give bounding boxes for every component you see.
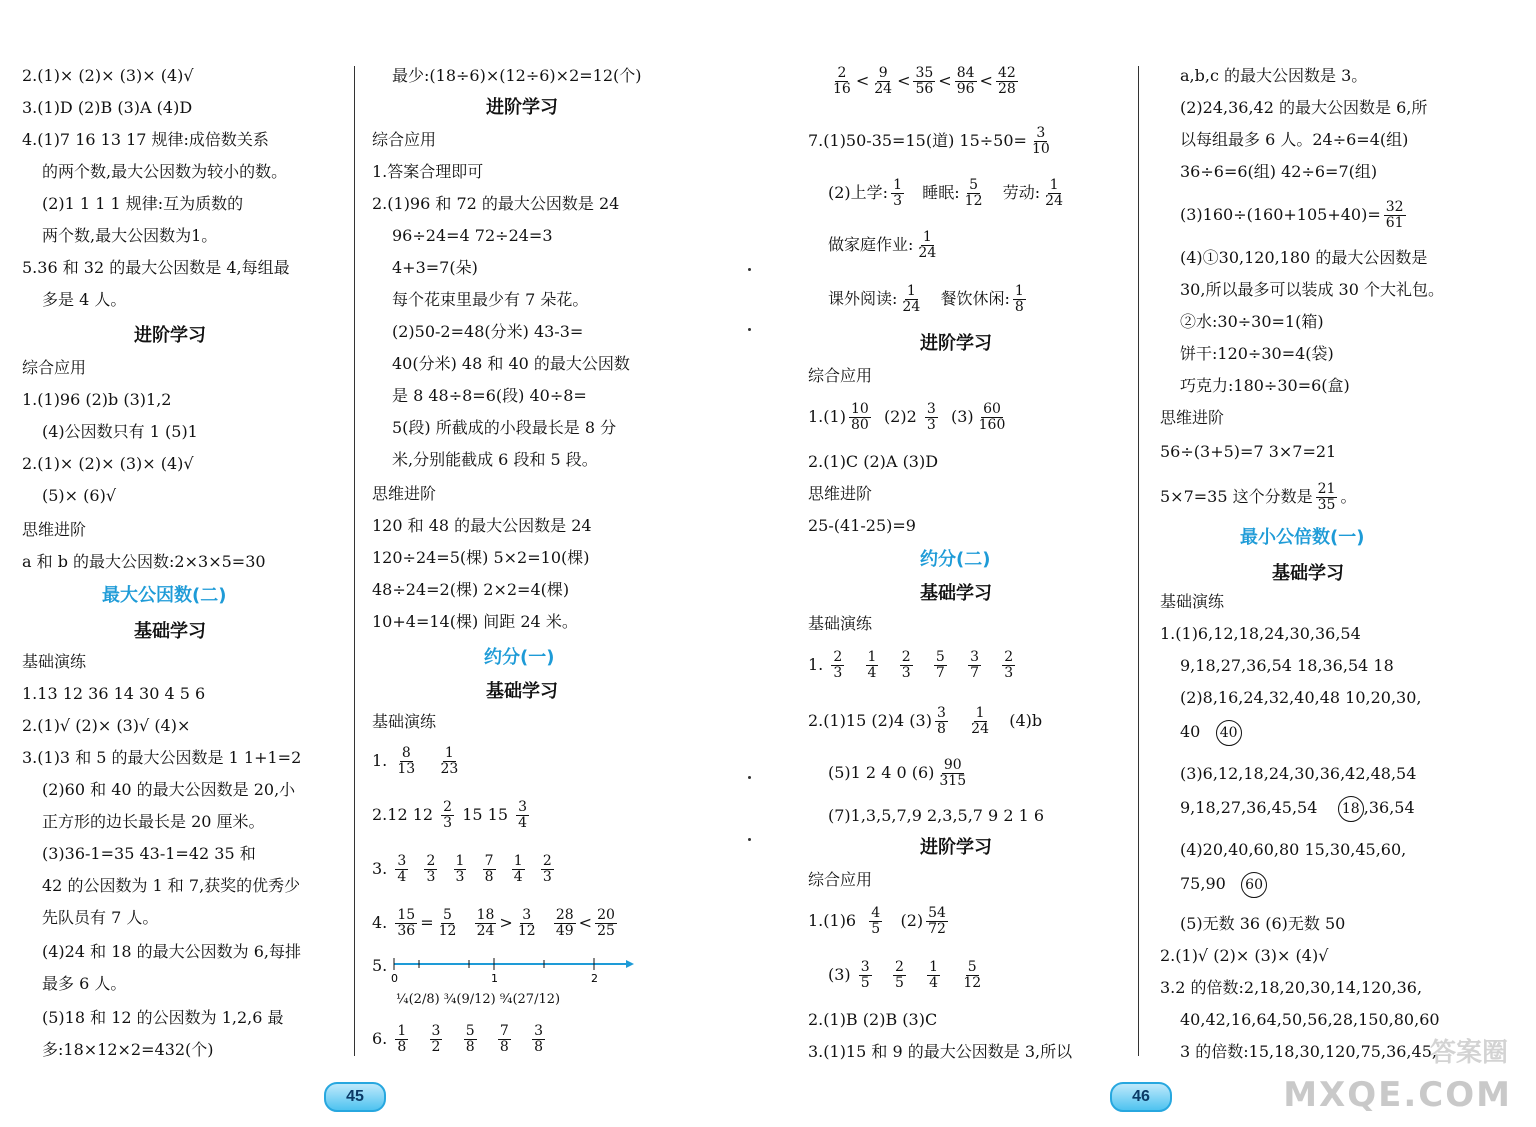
- svg-text:0: 0: [391, 972, 398, 985]
- section-heading: 基础学习: [486, 681, 558, 702]
- answer-line: 42 的公因数为 1 和 7,获奖的优秀少: [42, 876, 301, 895]
- answer-line: 40(分米) 48 和 40 的最大公因数: [392, 354, 630, 373]
- answer-line: 1.(1)6 $\frac{4}{5}$ (2) $\frac{54}{72}$: [808, 905, 946, 937]
- answer-line: 每个花束里最少有 7 朵花。: [392, 290, 589, 309]
- answer-line: a 和 b 的最大公因数:2×3×5=30: [22, 552, 266, 571]
- answer-line: 75,90 60: [1180, 872, 1267, 898]
- question-1: 1. $\frac{8}{13}$ $\frac{1}{23}$: [372, 745, 459, 777]
- fraction: $\frac{1}{23}$: [440, 745, 459, 777]
- answer-line: 以每组最多 6 人。24÷6=4(组): [1180, 130, 1409, 149]
- answer-line: (5)18 和 12 的公因数为 1,2,6 最: [42, 1008, 284, 1027]
- answer-line: (5)1 2 4 0 (6) $\frac{90}{315}$: [828, 757, 967, 789]
- answer-line: (2)50-2=48(分米) 43-3=: [392, 322, 584, 341]
- answer-line: 2.(1)√ (2)× (3)√ (4)×: [22, 716, 191, 735]
- answer-line: (3) $\frac{3}{5}$ $\frac{2}{5}$ $\frac{1}{4}$ $\frac{5}{12}$: [828, 959, 982, 991]
- topic-title: 最大公因数(二): [102, 585, 227, 606]
- answer-line: (3)160÷(160+105+40)= $\frac{32}{61}$: [1180, 199, 1404, 231]
- answer-line: 最少:(18÷6)×(12÷6)×2=12(个): [392, 66, 642, 85]
- column-divider: [354, 66, 355, 1056]
- answer-line: 两个数,最大公因数为1。: [42, 226, 218, 245]
- answer-line: 2.(1)15 (2)4 (3) $\frac{3}{8}$ $\frac{1}{24}$ (4)b: [808, 705, 1043, 737]
- answer-line: 饼干:120÷30=4(袋): [1180, 344, 1334, 363]
- answer-line: 36÷6=6(组) 42÷6=7(组): [1180, 162, 1378, 181]
- subheading: 综合应用: [372, 130, 437, 149]
- answer-line: 最多 6 人。: [42, 974, 127, 993]
- topic-title: 约分(一): [484, 647, 555, 668]
- answer-line: (2)1 1 1 1 规律:互为质数的: [42, 194, 244, 213]
- answer-line: 是 8 48÷8=6(段) 40÷8=: [392, 386, 587, 405]
- question-6: 6. $\frac{1}{8}$ $\frac{3}{2}$ $\frac{5}{8}$ $\frac{7}{8}$ $\frac{3}{8}$: [372, 1023, 544, 1055]
- svg-text:2: 2: [591, 972, 598, 985]
- answer-line: 30,所以最多可以装成 30 个大礼包。: [1180, 280, 1444, 299]
- number-line-labels: ¼(2/8) ¾(9/12) ⁹⁄₄(27/12): [396, 992, 561, 1007]
- answer-line: (3)6,12,18,24,30,36,42,48,54: [1180, 764, 1417, 783]
- section-heading: 进阶学习: [486, 97, 558, 118]
- answer-line: (2)上学: $\frac{1}{3}$ 睡眠: $\frac{5}{12}$ 劳动: $\frac{1}{24}$: [828, 177, 1063, 209]
- answer-line: 40,42,16,64,50,56,28,150,80,60: [1180, 1010, 1440, 1029]
- answer-line: (4)①30,120,180 的最大公因数是: [1180, 248, 1428, 267]
- subheading: 综合应用: [808, 366, 873, 385]
- answer-line: 4.(1)7 16 13 17 规律:成倍数关系: [22, 130, 269, 149]
- answer-line: 做家庭作业: $\frac{1}{24}$: [828, 229, 937, 261]
- subheading: 思维进阶: [808, 484, 873, 503]
- question-2: 2.12 12 $\frac{2}{3}$ 15 15 $\frac{3}{4}$: [372, 799, 528, 831]
- answer-line: 多:18×12×2=432(个): [42, 1040, 214, 1059]
- answer-line: 120 和 48 的最大公因数是 24: [372, 516, 592, 535]
- answer-line: 48÷24=2(棵) 2×2=4(棵): [372, 580, 570, 599]
- answer-line: (2)60 和 40 的最大公因数是 20,小: [42, 780, 296, 799]
- answer-line: 120÷24=5(棵) 5×2=10(棵): [372, 548, 590, 567]
- circled-answer: 40: [1216, 720, 1242, 746]
- answer-line: 3.(1)3 和 5 的最大公因数是 1 1+1=2: [22, 748, 302, 767]
- answer-line: 3.2 的倍数:2,18,20,30,14,120,36,: [1160, 978, 1423, 997]
- answer-line: 米,分别能截成 6 段和 5 段。: [392, 450, 598, 469]
- watermark-text: MXQE.COM: [1283, 1075, 1512, 1115]
- page-number: 45: [324, 1082, 386, 1112]
- column-divider: [1138, 66, 1139, 1056]
- topic-title: 约分(二): [920, 549, 991, 570]
- answer-line: 的两个数,最大公因数为较小的数。: [42, 162, 288, 181]
- answer-line: 5(段) 所截成的小段最长是 8 分: [392, 418, 617, 437]
- fraction: $\frac{3}{4}$: [518, 799, 528, 831]
- answer-line: 1.(1)6,12,18,24,30,36,54: [1160, 624, 1361, 643]
- svg-text:1: 1: [491, 972, 498, 985]
- answer-line: a,b,c 的最大公因数是 3。: [1180, 66, 1368, 85]
- fraction-compare: $\frac{2}{16}$ < $\frac{9}{24}$ < $\frac{35}{56}$ < $\frac{84}{96}$ < $\frac{42}{28}$: [833, 65, 1016, 97]
- subheading: 基础演练: [808, 614, 873, 633]
- subheading: 基础演练: [372, 712, 437, 731]
- answer-line: ②水:30÷30=1(箱): [1180, 312, 1324, 331]
- answer-line: 7.(1)50-35=15(道) 15÷50= $\frac{3}{10}$: [808, 125, 1050, 157]
- answer-line: 2.(1)× (2)× (3)× (4)√: [22, 454, 194, 473]
- answer-line: 巧克力:180÷30=6(盒): [1180, 376, 1350, 395]
- answer-line: 课外阅读: $\frac{1}{24}$ 餐饮休闲: $\frac{1}{8}$: [828, 283, 1024, 315]
- answer-line: 56÷(3+5)=7 3×7=21: [1160, 442, 1337, 461]
- answer-line: 2.(1)96 和 72 的最大公因数是 24: [372, 194, 620, 213]
- fraction: $\frac{2}{3}$: [443, 799, 453, 831]
- answer-line: 2.(1)C (2)A (3)D: [808, 452, 939, 471]
- subheading: 基础演练: [1160, 592, 1225, 611]
- subheading: 基础演练: [22, 652, 87, 671]
- topic-title: 最小公倍数(一): [1240, 527, 1365, 548]
- answer-line: 2.(1)√ (2)× (3)× (4)√: [1160, 946, 1329, 965]
- page-number: 46: [1110, 1082, 1172, 1112]
- question-5: 5.: [372, 956, 388, 975]
- answer-line: 多是 4 人。: [42, 290, 127, 309]
- answer-line: (2)8,16,24,32,40,48 10,20,30,: [1180, 688, 1422, 707]
- answer-line: 5.36 和 32 的最大公因数是 4,每组最: [22, 258, 290, 277]
- answer-line: 先队员有 7 人。: [42, 908, 159, 927]
- answer-line: 25-(41-25)=9: [808, 516, 916, 535]
- answer-line: (4)公因数只有 1 (5)1: [42, 422, 198, 441]
- answer-line: 96÷24=4 72÷24=3: [392, 226, 553, 245]
- answer-line: 2.(1)× (2)× (3)× (4)√: [22, 66, 194, 85]
- answer-line: (7)1,3,5,7,9 2,3,5,7 9 2 1 6: [828, 806, 1045, 825]
- answer-line: 1.(1)96 (2)b (3)1,2: [22, 390, 172, 409]
- subheading: 综合应用: [22, 358, 87, 377]
- question-4: 4. $\frac{15}{36}$ = $\frac{5}{12}$ $\frac{18}{24}$ > $\frac{3}{12}$ $\frac{28}{49}$ < $\frac{20}{25}$: [372, 907, 615, 939]
- answer-line: 3.(1)D (2)B (3)A (4)D: [22, 98, 193, 117]
- circled-answer: 18: [1338, 796, 1364, 822]
- answer-line: (5)无数 36 (6)无数 50: [1180, 914, 1346, 933]
- section-heading: 基础学习: [1272, 563, 1344, 584]
- subheading: 思维进阶: [22, 520, 87, 539]
- answer-line: (3)36-1=35 43-1=42 35 和: [42, 844, 256, 863]
- circled-answer: 60: [1241, 872, 1267, 898]
- answer-line: (2)24,36,42 的最大公因数是 6,所: [1180, 98, 1428, 117]
- answer-line: 4+3=7(朵): [392, 258, 478, 277]
- section-heading: 进阶学习: [920, 333, 992, 354]
- fraction: $\frac{8}{13}$: [397, 745, 416, 777]
- subheading: 思维进阶: [372, 484, 437, 503]
- answer-line: 正方形的边长最长是 20 厘米。: [42, 812, 265, 831]
- section-heading: 进阶学习: [920, 837, 992, 858]
- subheading: 综合应用: [808, 870, 873, 889]
- answer-line: 2.(1)B (2)B (3)C: [808, 1010, 938, 1029]
- answer-line: 5×7=35 这个分数是 $\frac{21}{35}$ 。: [1160, 481, 1357, 513]
- section-heading: 基础学习: [920, 583, 992, 604]
- answer-line: 9,18,27,36,45,54 18 ,36,54: [1180, 796, 1415, 822]
- watermark-logo: 答案圈: [1429, 1038, 1508, 1068]
- subheading: 思维进阶: [1160, 408, 1225, 427]
- answer-line: 3.(1)15 和 9 的最大公因数是 3,所以: [808, 1042, 1073, 1061]
- answer-line: 3 的倍数:15,18,30,120,75,36,45,: [1180, 1042, 1437, 1061]
- answer-line: 1.答案合理即可: [372, 162, 484, 181]
- answer-line: 40 40: [1180, 720, 1242, 746]
- answer-line: 1. $\frac{2}{3}$ $\frac{1}{4}$ $\frac{2}{3}$ $\frac{5}{7}$ $\frac{3}{7}$ $\frac{2}{3}$: [808, 649, 1014, 681]
- answer-line: (5)× (6)√: [42, 486, 117, 505]
- answer-line: 1.13 12 36 14 30 4 5 6: [22, 684, 206, 703]
- answer-line: (4)20,40,60,80 15,30,45,60,: [1180, 840, 1407, 859]
- section-heading: 基础学习: [134, 621, 206, 642]
- question-3: 3. $\frac{3}{4}$ $\frac{2}{3}$ $\frac{1}{3}$ $\frac{7}{8}$ $\frac{1}{4}$ $\frac{2}{3}$: [372, 853, 552, 885]
- section-heading: 进阶学习: [134, 325, 206, 346]
- answer-line: (4)24 和 18 的最大公因数为 6,每排: [42, 942, 301, 961]
- answer-line: 9,18,27,36,54 18,36,54 18: [1180, 656, 1394, 675]
- answer-line: 1.(1) $\frac{10}{80}$ (2)2 $\frac{3}{3}$ (3) $\frac{60}{160}$: [808, 401, 1006, 433]
- answer-line: 10+4=14(棵) 间距 24 米。: [372, 612, 578, 631]
